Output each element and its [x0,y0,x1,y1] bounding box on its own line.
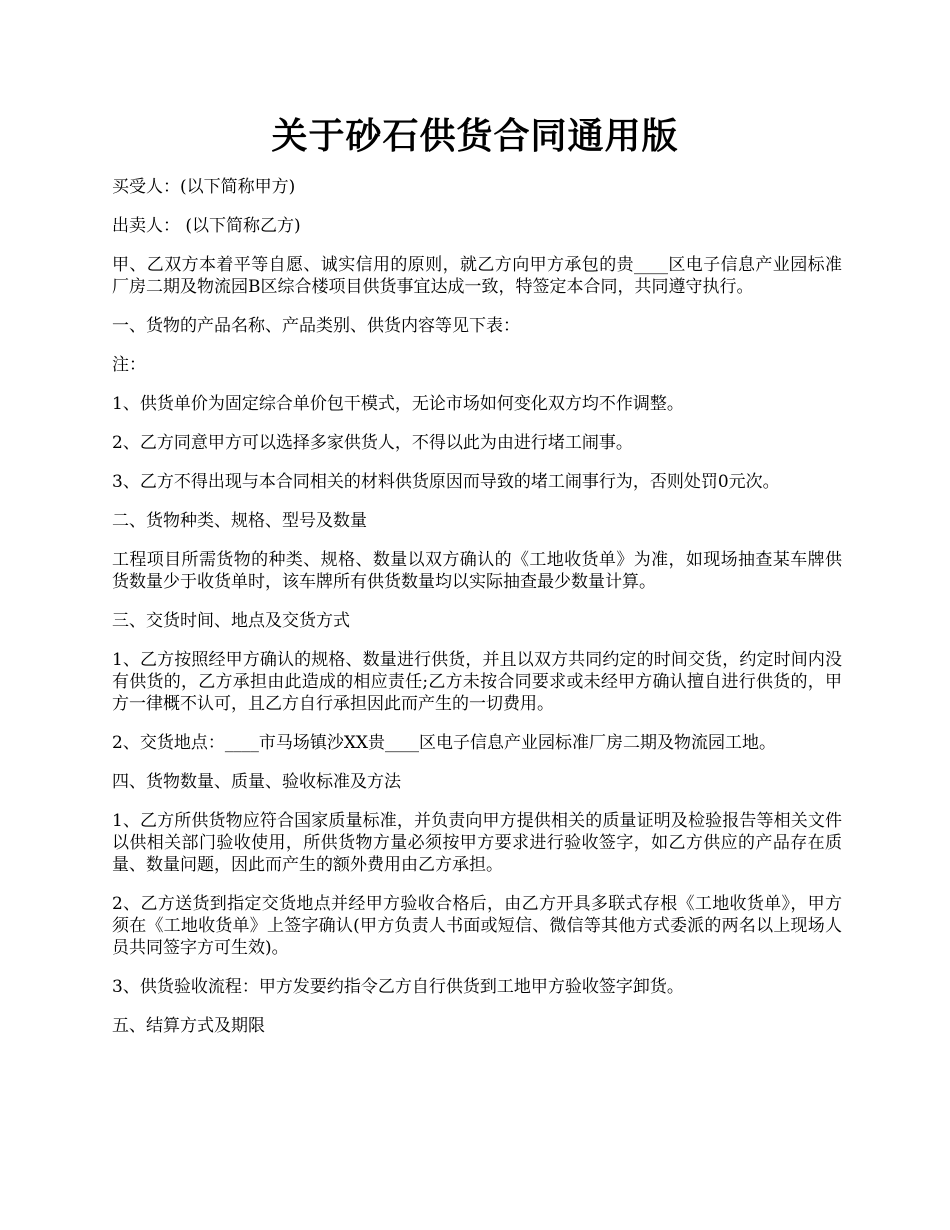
section-heading-3: 三、交货时间、地点及交货方式 [112,611,350,631]
buyer-line: 买受人：(以下简称甲方) [112,177,296,197]
section-heading-2: 二、货物种类、规格、型号及数量 [112,511,367,531]
note-label: 注： [112,355,146,375]
section-heading-1: 一、货物的产品名称、产品类别、供货内容等见下表： [112,316,520,336]
section-4-item-1: 1、乙方所供货物应符合国家质量标准，并负责向甲方提供相关的质量证明及检验报告等相关文件以供相关部门验收使用，所供货物方量必须按甲方要求进行验收签字，如乙方供应的产品存在质量、数量问题，因此而产生的额外费用由乙方承担。 [112,811,842,875]
section-heading-5: 五、结算方式及期限 [112,1016,265,1036]
section-heading-4: 四、货物数量、质量、验收标准及方法 [112,772,401,792]
section-2-paragraph: 工程项目所需货物的种类、规格、数量以双方确认的《工地收货单》为准，如现场抽查某车牌供货数量少于收货单时，该车牌所有供货数量均以实际抽查最少数量计算。 [112,550,842,592]
note-item-1: 1、供货单价为固定综合单价包干模式，无论市场如何变化双方均不作调整。 [112,394,684,414]
preamble-paragraph: 甲、乙双方本着平等自愿、诚实信用的原则，就乙方向甲方承包的贵____区电子信息产业园标准厂房二期及物流园B区综合楼项目供货事宜达成一致，特签定本合同，共同遵守执行。 [112,255,842,297]
section-4-item-2: 2、乙方送货到指定交货地点并经甲方验收合格后，由乙方开具多联式存根《工地收货单》，甲方须在《工地收货单》上签字确认(甲方负责人书面或短信、微信等其他方式委派的两名以上现场人员共同签字方可生效)。 [112,894,842,958]
seller-line: 出卖人： (以下简称乙方) [112,216,301,236]
section-4-item-3: 3、供货验收流程：甲方发要约指令乙方自行供货到工地甲方验收签字卸货。 [112,977,684,997]
note-item-3: 3、乙方不得出现与本合同相关的材料供货原因而导致的堵工闹事行为，否则处罚0元次。 [112,472,780,492]
section-3-item-1: 1、乙方按照经甲方确认的规格、数量进行供货，并且以双方共同约定的时间交货，约定时间内没有供货的，乙方承担由此造成的相应责任;乙方未按合同要求或未经甲方确认擅自进行供货的，甲方一律概不认可，且乙方自行承担因此而产生的一切费用。 [112,650,842,714]
document-body [112,176,842,1054]
document-title: 关于砂石供货合同通用版 [271,115,679,157]
note-item-2: 2、乙方同意甲方可以选择多家供货人，不得以此为由进行堵工闹事。 [112,433,633,453]
section-3-item-2: 2、交货地点：____市马场镇沙XX贵____区电子信息产业园标准厂房二期及物流园工地。 [112,733,777,753]
